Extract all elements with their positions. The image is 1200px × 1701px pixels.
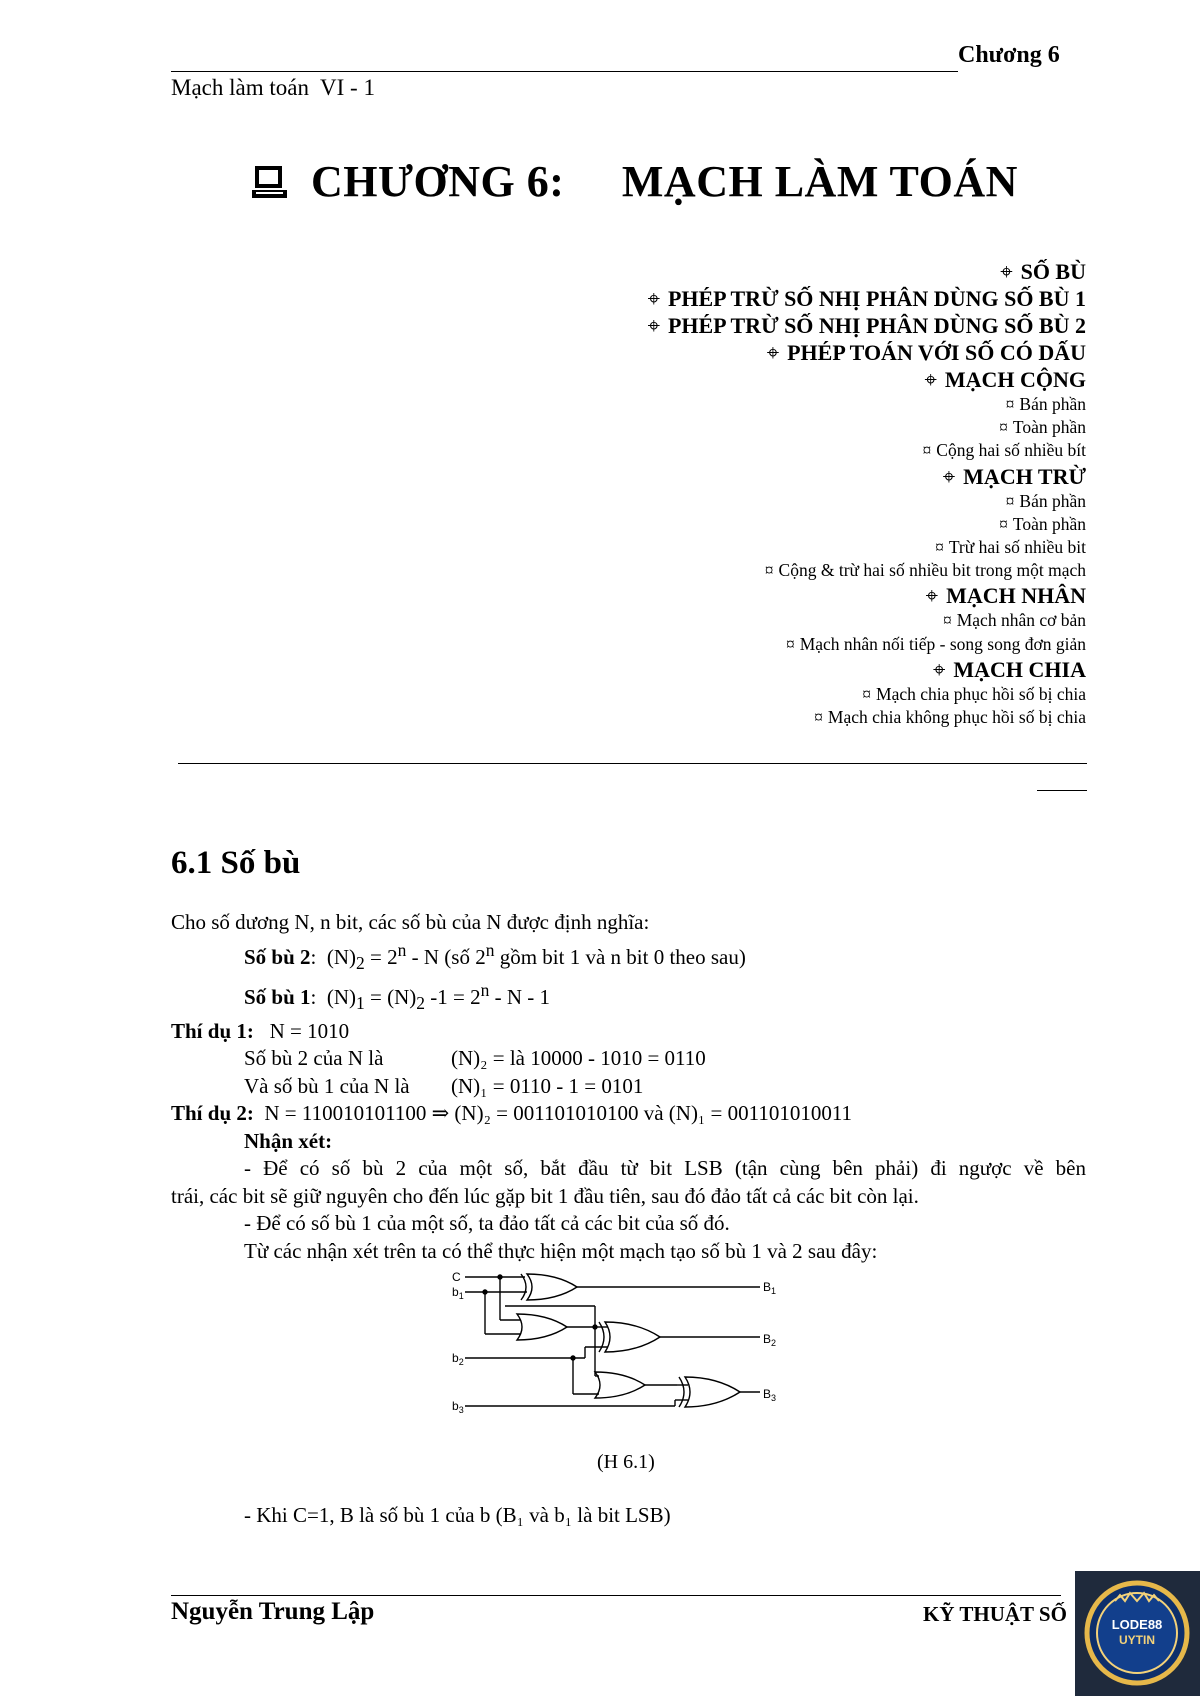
remark-1-first-line: - Để có số bù 2 của một số, bắt đầu từ bit LSB (tận cùng bên phải) đi ngược về bên [244, 1156, 1086, 1181]
toc-heading: ⌖ MẠCH CHIA [933, 656, 1086, 682]
toc-heading: ⌖ MẠCH CỘNG [924, 367, 1086, 392]
input-label-b1: $b_1$ [452, 1285, 464, 1301]
svg-text:LODE88: LODE88 [1111, 1617, 1163, 1632]
toc-rule-short [1037, 790, 1087, 791]
example-1-line-2: Và số bù 1 của N là (N)₁ = 0110 - 1 = 0101 [244, 1073, 644, 1098]
definition-bu2: Số bù 2: $(N)_2 = 2^n - N$ (số 2$^n$ gồm bit 1 và n bit 0 theo sau) [244, 939, 746, 973]
output-label-b2: $B_2$ [763, 1332, 777, 1348]
figure-note: - Khi C=1, B là số bù 1 của b (B₁ và b₁ là bit LSB) [244, 1503, 671, 1527]
footer-rule [171, 1595, 1061, 1596]
toc-subitem: ¤ Mạch nhân cơ bản [942, 610, 1086, 631]
remark-label: Nhận xét: [244, 1128, 333, 1153]
chapter-title: CHƯƠNG 6: MẠCH LÀM TOÁN [311, 157, 1018, 206]
toc-heading: ⌖ MẠCH NHÂN [925, 583, 1086, 609]
toc-subitem: ¤ Bán phần [1005, 490, 1086, 511]
input-label-c: C [452, 1270, 461, 1284]
remark-1-rest: trái, các bit sẽ giữ nguyên cho đến lúc gặp bit 1 đầu tiên, sau đó đảo tất cả các bit còn lại. [171, 1183, 919, 1208]
currency-sign-icon: ¤ [1005, 490, 1015, 511]
footer-author: Nguyễn Trung Lập [171, 1598, 375, 1625]
toc-subitem: ¤ Toàn phần [999, 513, 1086, 534]
remark-3: Từ các nhận xét trên ta có thể thực hiện một mạch tạo số bù 1 và 2 sau đây: [244, 1238, 878, 1263]
crosshair-icon: ⌖ [766, 340, 780, 365]
footer-book-title: KỸ THUẬT SỐ [923, 1602, 1067, 1626]
toc-subitem: ¤ Mạch chia không phục hồi số bị chia [814, 707, 1086, 728]
input-label-b2: $b_2$ [452, 1351, 464, 1367]
header-rule [171, 71, 958, 72]
toc-subitem: ¤ Toàn phần [999, 417, 1086, 438]
crosshair-icon: ⌖ [942, 463, 956, 489]
page-subtitle: Mạch làm toán VI - 1 [171, 75, 375, 100]
toc-subitem: ¤ Mạch nhân nối tiếp - song song đơn giản [785, 633, 1086, 654]
toc-subitem: ¤ Mạch chia phục hồi số bị chia [862, 683, 1086, 704]
svg-text:UYTIN: UYTIN [1119, 1633, 1155, 1647]
currency-sign-icon: ¤ [935, 537, 944, 558]
watermark-logo [1075, 1571, 1200, 1696]
crosshair-icon: ⌖ [1000, 259, 1013, 284]
toc-heading: ⌖ MẠCH TRỪ [942, 463, 1086, 489]
chapter-contents [648, 258, 1086, 729]
crosshair-icon: ⌖ [924, 367, 937, 392]
currency-sign-icon: ¤ [764, 560, 774, 581]
complement-circuit-diagram [445, 1262, 785, 1422]
crosshair-icon: ⌖ [647, 286, 660, 311]
output-label-b3: $B_3$ [763, 1387, 777, 1403]
toc-subitem: ¤ Bán phần [1005, 394, 1086, 414]
figure-caption: (H 6.1) [597, 1451, 655, 1473]
example-1-line-1: Số bù 2 của N là (N)₂ = là 10000 - 1010 = 0110 [244, 1046, 706, 1071]
toc-heading: ⌖ PHÉP TRỪ SỐ NHỊ PHÂN DÙNG SỐ BÙ 2 [647, 313, 1086, 338]
definition-bu1: Số bù 1: $(N)_1 = (N)_2$ $-1 = 2^n - N - 1$ [244, 980, 551, 1014]
input-label-b3: $b_3$ [452, 1399, 464, 1415]
section-body [171, 909, 1086, 1265]
remark-2: - Để có số bù 1 của một số, ta đảo tất cả các bit của số đó. [244, 1211, 730, 1236]
output-label-b1: $B_1$ [763, 1280, 777, 1296]
currency-sign-icon: ¤ [999, 417, 1008, 438]
currency-sign-icon: ¤ [942, 610, 952, 631]
toc-heading: ⌖ SỐ BÙ [1000, 259, 1086, 284]
currency-sign-icon: ¤ [922, 440, 932, 461]
example-1: Thí dụ 1: N = 1010 [171, 1018, 350, 1043]
toc-subitem: ¤ Trừ hai số nhiều bit [935, 537, 1086, 558]
toc-subitem: ¤ Cộng & trừ hai số nhiều bit trong một mạch [764, 560, 1086, 581]
crosshair-icon: ⌖ [933, 656, 946, 682]
computer-icon [250, 162, 290, 202]
toc-rule [178, 763, 1087, 764]
toc-heading: ⌖ PHÉP TOÁN VỚI SỐ CÓ DẤU [766, 340, 1086, 365]
crosshair-icon: ⌖ [647, 313, 660, 338]
currency-sign-icon: ¤ [999, 513, 1008, 534]
section-heading: 6.1 Số bù [171, 845, 301, 881]
currency-sign-icon: ¤ [1005, 394, 1015, 414]
chapter-label: Chương 6 [958, 42, 1060, 68]
currency-sign-icon: ¤ [862, 683, 872, 704]
crosshair-icon: ⌖ [925, 583, 939, 609]
example-2: Thí dụ 2: N = 110010101100 ⇒ (N)₂ = 001101010100 và (N)₁ = 001101010011 [171, 1101, 853, 1126]
intro-text: Cho số dương N, n bit, các số bù của N được định nghĩa: [171, 910, 650, 934]
currency-sign-icon: ¤ [785, 633, 795, 654]
currency-sign-icon: ¤ [814, 707, 823, 728]
toc-subitem: ¤ Cộng hai số nhiều bít [922, 440, 1086, 461]
toc-heading: ⌖ PHÉP TRỪ SỐ NHỊ PHÂN DÙNG SỐ BÙ 1 [647, 286, 1086, 311]
